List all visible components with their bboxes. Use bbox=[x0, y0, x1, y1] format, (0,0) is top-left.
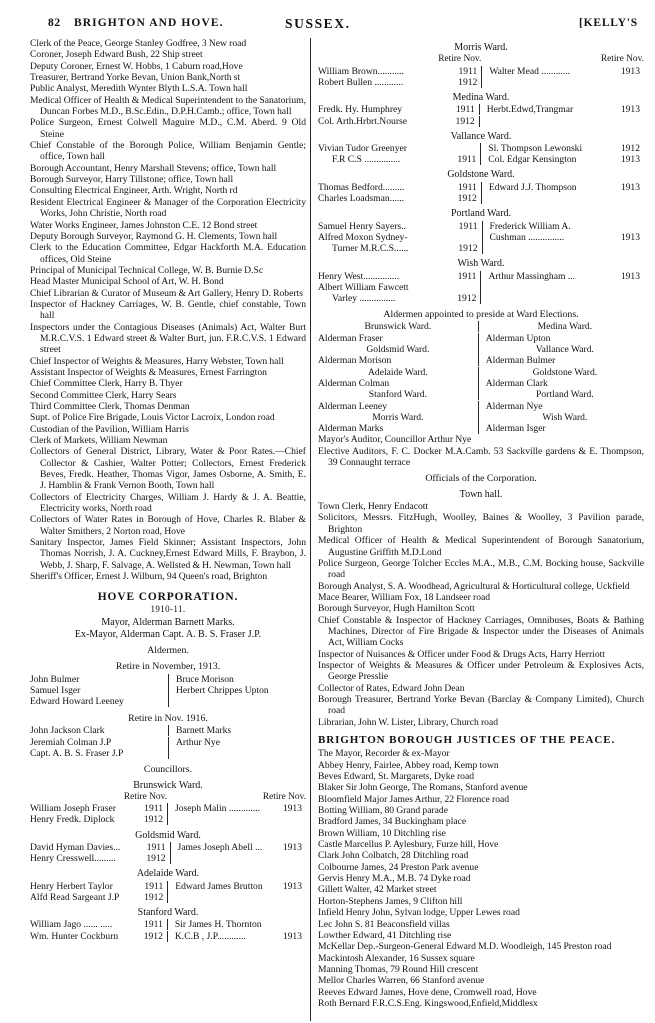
retire-year bbox=[283, 892, 306, 903]
justice-entry: Abbey Henry, Fairlee, Abbey road, Kemp town bbox=[318, 759, 499, 771]
councillor-name: F.R C.S ............... bbox=[332, 154, 401, 166]
retire-year: 1911 bbox=[455, 104, 475, 116]
retire-label-row bbox=[30, 792, 306, 803]
retire-year: 1911 bbox=[458, 65, 478, 77]
officials-subheading: Town hall. bbox=[459, 488, 503, 500]
councillor-name: Frederick William A. bbox=[489, 220, 571, 232]
justice-entry: The Mayor, Recorder & ex-Mayor bbox=[318, 748, 450, 760]
retire-label-right: Retire Nov. bbox=[262, 792, 306, 803]
hove-corporation-title: HOVE CORPORATION. bbox=[97, 590, 239, 603]
brighton-officials-list bbox=[30, 38, 306, 583]
table-row bbox=[318, 389, 644, 400]
councillor-name: Col. Arth.Hrbrt.Nourse bbox=[318, 115, 407, 127]
hove-ex-mayor: Ex-Mayor, Alderman Capt. A. B. S. Fraser J.P. bbox=[74, 628, 262, 640]
retire-year bbox=[457, 282, 480, 293]
ward-members-table bbox=[318, 182, 644, 204]
presiding-ward-label: Stanford Ward. bbox=[368, 389, 427, 401]
retire-year bbox=[621, 221, 644, 232]
official-entry: Clerk to the Education Committee, Edgar Hackforth M.A. Education offices, Old Steine bbox=[30, 242, 306, 265]
justice-entry: Mellor Charles Warren, 66 Stanford avenue bbox=[318, 975, 485, 987]
councillor-name bbox=[482, 77, 620, 88]
official-entry: Custodian of the Pavilion, William Harris bbox=[30, 423, 189, 435]
retire-year: 1911 bbox=[144, 803, 163, 815]
presiding-alderman-name: Alderman Isger bbox=[485, 423, 546, 435]
official-entry: Second Committee Clerk, Harry Sears bbox=[30, 389, 177, 401]
official-entry: Consulting Electrical Engineer, Arth. Wright, North rd bbox=[30, 185, 238, 197]
official-entry: Principal of Municipal Technical College, W. B. Burnie D.Sc bbox=[30, 264, 264, 276]
presiding-ward-label: Wish Ward. bbox=[542, 411, 588, 423]
presiding-ward-label: Medina Ward. bbox=[537, 321, 593, 333]
table-row bbox=[318, 378, 644, 389]
ward-heading: Medina Ward. bbox=[452, 91, 510, 103]
table-row bbox=[30, 931, 306, 942]
official-entry: Police Surgeon, Ernest Colwell Maguire M.D., C.M. Aberd. 9 Old Steine bbox=[30, 117, 306, 140]
retire-year: 1912 bbox=[457, 292, 477, 304]
retire-year bbox=[283, 919, 306, 930]
councillor-name: K.C.B , J.P............ bbox=[174, 930, 246, 942]
aldermen-heading: Aldermen. bbox=[147, 644, 189, 656]
retire-year bbox=[621, 193, 644, 204]
councillor-name: Henry Cresswell......... bbox=[30, 853, 116, 865]
retire-year bbox=[283, 814, 306, 825]
table-row bbox=[30, 803, 306, 814]
councillor-name: Charles Loadsman...... bbox=[318, 193, 405, 204]
retire-year: 1912 bbox=[143, 814, 163, 826]
councillor-name: Henry West............... bbox=[318, 270, 400, 282]
presiding-alderman-name: Alderman Leeney bbox=[318, 400, 387, 412]
alderman-name-left: Samuel Isger bbox=[30, 684, 81, 696]
official-entry: Inspectors under the Contagious Diseases (Animals) Act, Walter Burt M.R.C.V.S. 1 Edward street & Walter Burt, jun. F.R.C.V.S. 1 Edward street bbox=[30, 321, 306, 356]
presiding-alderman-name: Alderman Morison bbox=[318, 355, 392, 367]
councillor-name bbox=[171, 853, 283, 864]
councillor-name: Samuel Henry Sayers.. bbox=[318, 220, 406, 232]
justice-entry: Clark John Colbatch, 28 Ditchling road bbox=[318, 850, 469, 862]
ward-heading: Adelaide Ward. bbox=[136, 868, 200, 880]
page-folio: 82 bbox=[48, 17, 61, 29]
auditor-entry: Elective Auditors, F. C. Docker M.A.Camb. 53 Sackville gardens & E. Thompson, 39 Connaught terrace bbox=[318, 445, 644, 469]
justice-entry: Colbourne James, 24 Preston Park avenue bbox=[318, 861, 479, 873]
table-row bbox=[318, 243, 644, 254]
councillor-name: Henry Fredk. Diplock bbox=[30, 814, 115, 826]
ward-heading: Portland Ward. bbox=[450, 208, 512, 220]
official-entry: Inspector of Hackney Carriages, W. B. Gentle, chief constable, Town hall bbox=[30, 298, 306, 322]
auditors-list bbox=[318, 434, 644, 468]
justice-entry: Roth Bernard F.R.C.S.Eng. Kingswood,Enfield,Middlesx bbox=[318, 997, 538, 1009]
presiding-alderman-name: Alderman Nye bbox=[485, 400, 543, 412]
auditor-entry: Mayor's Auditor, Councillor Arthur Nye bbox=[318, 434, 472, 446]
councillor-name: James Joseph Abell ... bbox=[177, 841, 263, 853]
official-entry: Chief Constable & Inspector of Hackney Carriages, Omnibuses, Boats & Bathing Machines, Director of Fire Brigade & Inspector under the Diseases of Animals Act, William Cocks bbox=[318, 614, 644, 649]
alderman-name-right bbox=[169, 696, 306, 707]
councillor-name: Edward J.J. Thompson bbox=[488, 181, 577, 193]
official-entry: Clerk of Markets, William Newman bbox=[30, 435, 168, 447]
table-row bbox=[30, 737, 306, 748]
retire-year: 1913 bbox=[620, 104, 640, 116]
table-row bbox=[30, 842, 306, 853]
table-row bbox=[318, 355, 644, 366]
retire-year: 1912 bbox=[455, 115, 475, 127]
ward-members-table bbox=[318, 54, 644, 88]
official-entry: Collectors of General District, Library, Water & Poor Rates.—Chief Collector & Cashier, Walter Potter; Collectors, Ernest Frederick Beves, Fredk. Heather, Thomas Vigor, James Osborne, A. Smith, E. J. Hamblin & Frank Vernon Booth, Town hall bbox=[30, 446, 306, 492]
table-row bbox=[318, 143, 644, 154]
councillor-name: Alfd Read Sargeant J.P bbox=[30, 891, 120, 903]
alderman-name-left: John Bulmer bbox=[30, 673, 80, 685]
presiding-aldermen-table bbox=[318, 321, 644, 434]
justice-entry: Botting William, 80 Grand parade bbox=[318, 805, 448, 817]
alderman-name-right: Barnett Marks bbox=[176, 725, 232, 737]
table-row bbox=[318, 182, 644, 193]
table-row bbox=[318, 116, 644, 127]
justice-entry: Horton-Stephens James, 9 Clifton hill bbox=[318, 895, 463, 907]
alderman-name-right: Arthur Nye bbox=[176, 736, 220, 748]
councillor-name: Sl. Thompson Lewonski bbox=[488, 143, 583, 155]
officials-list bbox=[318, 501, 644, 728]
official-entry: Collectors of Water Rates in Borough of Hove, Charles R. Blaber & Walter Smithers, 2 Norton road, Hove bbox=[30, 514, 306, 537]
official-entry: Collectors of Electricity Charges, William J. Hardy & J. A. Beattie, Electricity works, North road bbox=[30, 491, 306, 515]
ward-members-table bbox=[30, 919, 306, 941]
aldermen-1913-table bbox=[30, 674, 306, 708]
presiding-alderman-name: Alderman Upton bbox=[485, 332, 551, 344]
retire-year bbox=[458, 232, 481, 243]
official-entry: Sanitary Inspector, James Field Skinner; Assistant Inspectors, John Thomas Norrish, J. A. Cuckney,Ernest Edward Mills, F. Braybon, J. Webb, J. Sharp, F. Salvage, A. Wellsted & H. Newman, Town hall bbox=[30, 537, 306, 571]
official-entry: Treasurer, Bertrand Yorke Bevan, Union Bank,North st bbox=[30, 72, 241, 84]
retire-year: 1913 bbox=[620, 231, 640, 243]
councillor-name: Arthur Massingham ... bbox=[488, 270, 576, 282]
councillor-name: Alfred Moxon Sydney- bbox=[318, 231, 408, 243]
councillor-name: Albert William Fawcett bbox=[318, 281, 409, 293]
presiding-alderman-name: Alderman Marks bbox=[318, 423, 384, 435]
councillor-name: Robert Bullen ............ bbox=[318, 76, 404, 88]
right-ward-list bbox=[318, 42, 644, 304]
justice-entry: Castle Marcellus P. Aylesbury, Furze hill, Hove bbox=[318, 839, 499, 851]
retire-label-left: Retire Nov. bbox=[438, 54, 482, 65]
presiding-alderman-name: Alderman Colman bbox=[318, 377, 390, 389]
councillor-name: Thomas Bedford......... bbox=[318, 181, 405, 193]
official-entry: Clerk of the Peace, George Stanley Godfree, 3 New road bbox=[30, 38, 247, 49]
official-entry: Chief Committee Clerk, Harry B. Thyer bbox=[30, 378, 183, 390]
running-head bbox=[0, 17, 655, 33]
retire-label-left: Retire Nov. bbox=[123, 792, 167, 803]
ward-members-table bbox=[30, 881, 306, 903]
table-row bbox=[30, 748, 306, 759]
alderman-name-left: John Jackson Clark bbox=[30, 725, 105, 737]
retire-year: 1912 bbox=[457, 193, 477, 204]
official-entry: Water Works Engineer, James Johnston C.E. 12 Bond street bbox=[30, 219, 258, 231]
retire-year: 1913 bbox=[620, 181, 640, 193]
councillor-name: Herbt.Edwd,Trangmar bbox=[486, 104, 574, 116]
alderman-name-left: Edward Howard Leeney bbox=[30, 696, 124, 708]
presiding-alderman-name: Alderman Bulmer bbox=[485, 355, 556, 367]
table-row bbox=[30, 685, 306, 696]
councillor-name: Cushman ............... bbox=[489, 231, 565, 243]
retire-year bbox=[621, 77, 644, 88]
table-row bbox=[318, 193, 644, 204]
aldermen-1916-table bbox=[30, 725, 306, 759]
alderman-name-right bbox=[169, 748, 306, 759]
table-row bbox=[318, 333, 644, 344]
official-entry: Borough Accountant, Henry Marshall Stevens; office, Town hall bbox=[30, 162, 277, 174]
ward-members-table bbox=[318, 143, 644, 165]
ward-heading: Goldsmid Ward. bbox=[135, 829, 201, 841]
presiding-ward-label: Brunswick Ward. bbox=[364, 321, 432, 333]
justice-entry: Blaker Sir John George, The Romans, Stanford avenue bbox=[318, 782, 528, 794]
justices-list bbox=[318, 748, 644, 1009]
aldermen-retire-1913-heading: Retire in November, 1913. bbox=[115, 661, 221, 673]
retire-year: 1912 bbox=[458, 76, 478, 88]
ward-members-table bbox=[318, 104, 644, 126]
justice-entry: Beves Edward, St. Margarets, Dyke road bbox=[318, 771, 475, 783]
councillor-name: Edward James Brutton bbox=[175, 880, 263, 892]
retire-year: 1913 bbox=[620, 65, 640, 77]
alderman-name-left: Capt. A. B. S. Fraser J.P bbox=[30, 747, 124, 759]
official-entry: Borough Analyst, S. A. Woodhead, Agricultural & Horticultural college, Uckfield bbox=[318, 580, 630, 592]
official-entry: Collector of Rates, Edward John Dean bbox=[318, 682, 465, 694]
ward-heading: Brunswick Ward. bbox=[133, 779, 203, 791]
councillor-name: William Brown........... bbox=[318, 65, 404, 77]
retire-year: 1911 bbox=[457, 270, 477, 282]
table-row bbox=[318, 282, 644, 293]
councillor-name: Turner M.R.C.S...... bbox=[332, 242, 409, 254]
official-entry: Chief Librarian & Curator of Museum & Art Gallery, Henry D. Roberts bbox=[30, 287, 303, 299]
presiding-aldermen-heading: Aldermen appointed to preside at Ward Elections. bbox=[383, 309, 579, 321]
ward-heading: Goldstone Ward. bbox=[447, 169, 515, 181]
left-ward-list bbox=[30, 780, 306, 942]
official-entry: Borough Treasurer, Bertrand Yorke Bevan (Barclay & Company Limited), Church road bbox=[318, 693, 644, 717]
retire-year: 1912 bbox=[620, 143, 640, 155]
retire-year: 1913 bbox=[282, 930, 302, 942]
hove-corporation-year: 1910-11. bbox=[150, 603, 186, 614]
retire-year: 1912 bbox=[146, 853, 166, 865]
table-row bbox=[30, 696, 306, 707]
councillor-name: Vivian Tudor Greenyer bbox=[318, 143, 407, 155]
councillor-name: Wm. Hunter Cockburn bbox=[30, 930, 119, 942]
retire-year: 1913 bbox=[620, 154, 640, 166]
official-entry: Medical Officer of Health & Medical Superintendent to the Sanatorium, Duncan Forbes M.D., B.Sc.Edin., D.P.H.Camb.; office, Town hall bbox=[30, 94, 306, 118]
table-row bbox=[318, 66, 644, 77]
official-entry: Police Surgeon, George Tolcher Eccles M.A., M.B., C.M. Bocking house, Sackville road bbox=[318, 557, 644, 581]
table-row bbox=[318, 401, 644, 412]
retire-year: 1913 bbox=[620, 270, 640, 282]
alderman-name-right: Bruce Morison bbox=[176, 673, 234, 685]
retire-label-right: Retire Nov. bbox=[600, 54, 644, 65]
table-row bbox=[30, 881, 306, 892]
table-row bbox=[318, 321, 644, 332]
ward-members-table bbox=[30, 792, 306, 826]
presiding-ward-label: Goldstone Ward. bbox=[532, 366, 598, 378]
ward-heading: Vallance Ward. bbox=[450, 130, 512, 142]
table-row bbox=[30, 814, 306, 825]
councillor-name: Col. Edgar Kensington bbox=[488, 154, 577, 166]
retire-year: 1912 bbox=[143, 930, 163, 942]
councillor-name bbox=[482, 193, 621, 204]
justice-entry: Lowther Edward, 41 Ditchling rise bbox=[318, 929, 452, 941]
table-row bbox=[30, 674, 306, 685]
presiding-ward-label: Morris Ward. bbox=[372, 411, 424, 423]
table-row bbox=[318, 412, 644, 423]
official-entry: Chief Inspector of Weights & Measures, Harry Webster, Town hall bbox=[30, 355, 284, 367]
justice-entry: Gervis Henry M.A., M.B. 74 Dyke road bbox=[318, 873, 471, 885]
retire-year bbox=[621, 243, 644, 254]
justice-entry: Reeves Edward James, Hove dene, Cromwell road, Hove bbox=[318, 986, 537, 998]
retire-year bbox=[457, 143, 480, 154]
ward-heading: Morris Ward. bbox=[454, 42, 508, 53]
councillors-heading: Councillors. bbox=[143, 764, 193, 776]
presiding-ward-label: Adelaide Ward. bbox=[367, 366, 428, 378]
councillor-name: Varley ............... bbox=[332, 292, 396, 304]
retire-year: 1911 bbox=[457, 181, 477, 193]
alderman-name-right: Herbert Chrippes Upton bbox=[176, 684, 269, 696]
retire-year bbox=[621, 293, 644, 304]
councillor-name bbox=[481, 282, 620, 293]
retire-year: 1911 bbox=[144, 880, 164, 892]
official-entry: Medical Officer of Health & Medical Superintendent of Borough Sanatorium, Augustine Griffith M.D.Lond bbox=[318, 535, 644, 558]
official-entry: Sheriff's Officer, Ernest J. Wilburn, 94 Queen's road, Brighton bbox=[30, 571, 268, 583]
official-entry: Chief Constable of the Borough Police, William Benjamin Gentle; office, Town hall bbox=[30, 140, 306, 163]
running-head-county: SUSSEX. bbox=[285, 16, 351, 31]
ward-members-table bbox=[318, 271, 644, 305]
councillor-name bbox=[481, 293, 620, 304]
ward-heading: Wish Ward. bbox=[457, 258, 505, 270]
retire-year: 1911 bbox=[146, 841, 166, 853]
retire-year: 1911 bbox=[457, 154, 477, 166]
official-entry: Inspector of Weights & Measures & Officer under Petroleum & Explosives Acts, George Presslie bbox=[318, 659, 644, 683]
retire-year bbox=[283, 853, 306, 864]
table-row bbox=[30, 853, 306, 864]
councillor-name: Joseph Malin ............. bbox=[175, 803, 261, 815]
table-row bbox=[318, 344, 644, 355]
alderman-name-left: Jeremiah Colman J.P bbox=[30, 736, 112, 748]
justices-heading: BRIGHTON BOROUGH JUSTICES OF THE PEACE. bbox=[318, 734, 616, 747]
retire-year: 1913 bbox=[282, 841, 302, 853]
retire-year: 1911 bbox=[458, 220, 478, 232]
official-entry: Borough Surveyor, Hugh Hamilton Scott bbox=[318, 603, 475, 615]
running-head-left-title: BRIGHTON AND HOVE. bbox=[74, 17, 224, 29]
retire-year: 1913 bbox=[282, 803, 302, 815]
table-row bbox=[318, 423, 644, 434]
councillor-name: William Joseph Fraser bbox=[30, 803, 116, 815]
councillor-name bbox=[168, 814, 283, 825]
councillor-name: Sir James H. Thornton bbox=[174, 919, 262, 931]
retire-label-row bbox=[318, 54, 644, 65]
justice-entry: Lec John S. 81 Beaconsfield villas bbox=[318, 918, 450, 930]
table-row bbox=[318, 104, 644, 115]
presiding-alderman-name: Alderman Fraser bbox=[318, 332, 383, 344]
right-column bbox=[318, 38, 644, 1009]
ward-members-table bbox=[318, 221, 644, 255]
presiding-ward-label: Vallance Ward. bbox=[535, 344, 594, 356]
official-entry: Public Analyst, Meredith Wynter Blyth L.S.A. Town hall bbox=[30, 83, 248, 95]
column-divider-rule bbox=[310, 38, 311, 1021]
official-entry: Borough Surveyor, Harry Tillstone; office, Town hall bbox=[30, 174, 234, 186]
table-row bbox=[318, 367, 644, 378]
justice-entry: Gillett Walter, 42 Market street bbox=[318, 884, 437, 896]
retire-year: 1912 bbox=[458, 242, 478, 254]
official-entry: Head Master Municipal School of Art, W. H. Bond bbox=[30, 276, 224, 288]
retire-year: 1911 bbox=[144, 919, 163, 931]
official-entry: Solicitors, Messrs. FitzHugh, Woolley, Baines & Woolley, 3 Pavilion parade, Brighton bbox=[318, 512, 644, 535]
retire-year bbox=[621, 116, 644, 127]
retire-year: 1912 bbox=[144, 891, 164, 903]
official-entry: Mace Bearer, William Fox, 18 Landseer road bbox=[318, 591, 491, 603]
official-entry: Town Clerk, Henry Endacott bbox=[318, 501, 429, 513]
page-columns bbox=[0, 38, 655, 1023]
table-row bbox=[30, 725, 306, 736]
table-row bbox=[318, 232, 644, 243]
official-entry: Third Committee Clerk, Thomas Denman bbox=[30, 401, 190, 412]
table-row bbox=[30, 892, 306, 903]
official-entry: Librarian, John W. Lister, Library, Church road bbox=[318, 716, 499, 728]
presiding-ward-label: Goldsmid Ward. bbox=[366, 344, 430, 356]
aldermen-retire-1916-heading: Retire in Nov. 1916. bbox=[128, 712, 208, 724]
presiding-alderman-name: Alderman Clark bbox=[485, 377, 548, 389]
official-entry: Coroner, Joseph Edward Bush, 22 Ship street bbox=[30, 49, 203, 61]
retire-year: 1913 bbox=[282, 880, 302, 892]
councillor-name: David Hyman Davies... bbox=[30, 841, 121, 853]
ward-heading: Stanford Ward. bbox=[137, 907, 199, 919]
official-entry: Assistant Inspector of Weights & Measures, Ernest Farrington bbox=[30, 366, 267, 378]
table-row bbox=[30, 919, 306, 930]
councillor-name: Walter Mead ............ bbox=[489, 65, 571, 77]
councillor-name bbox=[483, 243, 621, 254]
running-head-publisher: [KELLY'S bbox=[578, 17, 638, 29]
official-entry: Deputy Coroner, Ernest W. Hobbs, 1 Caburn road,Hove bbox=[30, 60, 243, 72]
table-row bbox=[318, 271, 644, 282]
official-entry: Inspector of Nuisances & Officer under Food & Drugs Acts, Harry Herriott bbox=[318, 648, 605, 660]
table-row bbox=[318, 77, 644, 88]
officials-heading: Officials of the Corporation. bbox=[425, 473, 537, 485]
presiding-ward-label: Portland Ward. bbox=[536, 389, 594, 401]
councillor-name: Henry Herbert Taylor bbox=[30, 880, 113, 892]
justice-entry: McKellar Dep.-Surgeon-General Edward M.D. Woodleigh, 145 Preston road bbox=[318, 941, 612, 953]
table-row bbox=[318, 221, 644, 232]
councillor-name: Fredk. Hy. Humphrey bbox=[318, 104, 403, 116]
justice-entry: Infield Henry John, Sylvan lodge, Upper Lewes road bbox=[318, 907, 520, 919]
councillor-name: William Jago ...... ..... bbox=[30, 919, 113, 931]
left-column bbox=[30, 38, 306, 942]
hove-corporation-section bbox=[30, 592, 306, 942]
official-entry: Resident Electrical Engineer & Manager of the Corporation Electricity Works, John Christie, North road bbox=[30, 196, 306, 220]
councillor-name bbox=[168, 892, 283, 903]
retire-year bbox=[621, 282, 644, 293]
justice-entry: Bradford James, 34 Buckingham place bbox=[318, 816, 467, 828]
official-entry: Supt. of Police Fire Brigade, Louis Victor Lacroix, London road bbox=[30, 412, 275, 424]
table-row bbox=[318, 154, 644, 165]
ward-members-table bbox=[30, 842, 306, 864]
official-entry: Deputy Borough Surveyor, Raymond G. H. Clements, Town hall bbox=[30, 230, 278, 242]
justice-entry: Brown William, 10 Ditchling rise bbox=[318, 827, 446, 839]
justice-entry: Manning Thomas, 79 Round Hill crescent bbox=[318, 963, 479, 975]
table-row bbox=[318, 293, 644, 304]
hove-mayor: Mayor, Alderman Barnett Marks. bbox=[101, 617, 235, 629]
councillor-name bbox=[480, 116, 621, 127]
justice-entry: Mackintosh Alexander, 16 Sussex square bbox=[318, 952, 475, 964]
justice-entry: Bloomfield Major James Arthur, 22 Florence road bbox=[318, 793, 510, 805]
